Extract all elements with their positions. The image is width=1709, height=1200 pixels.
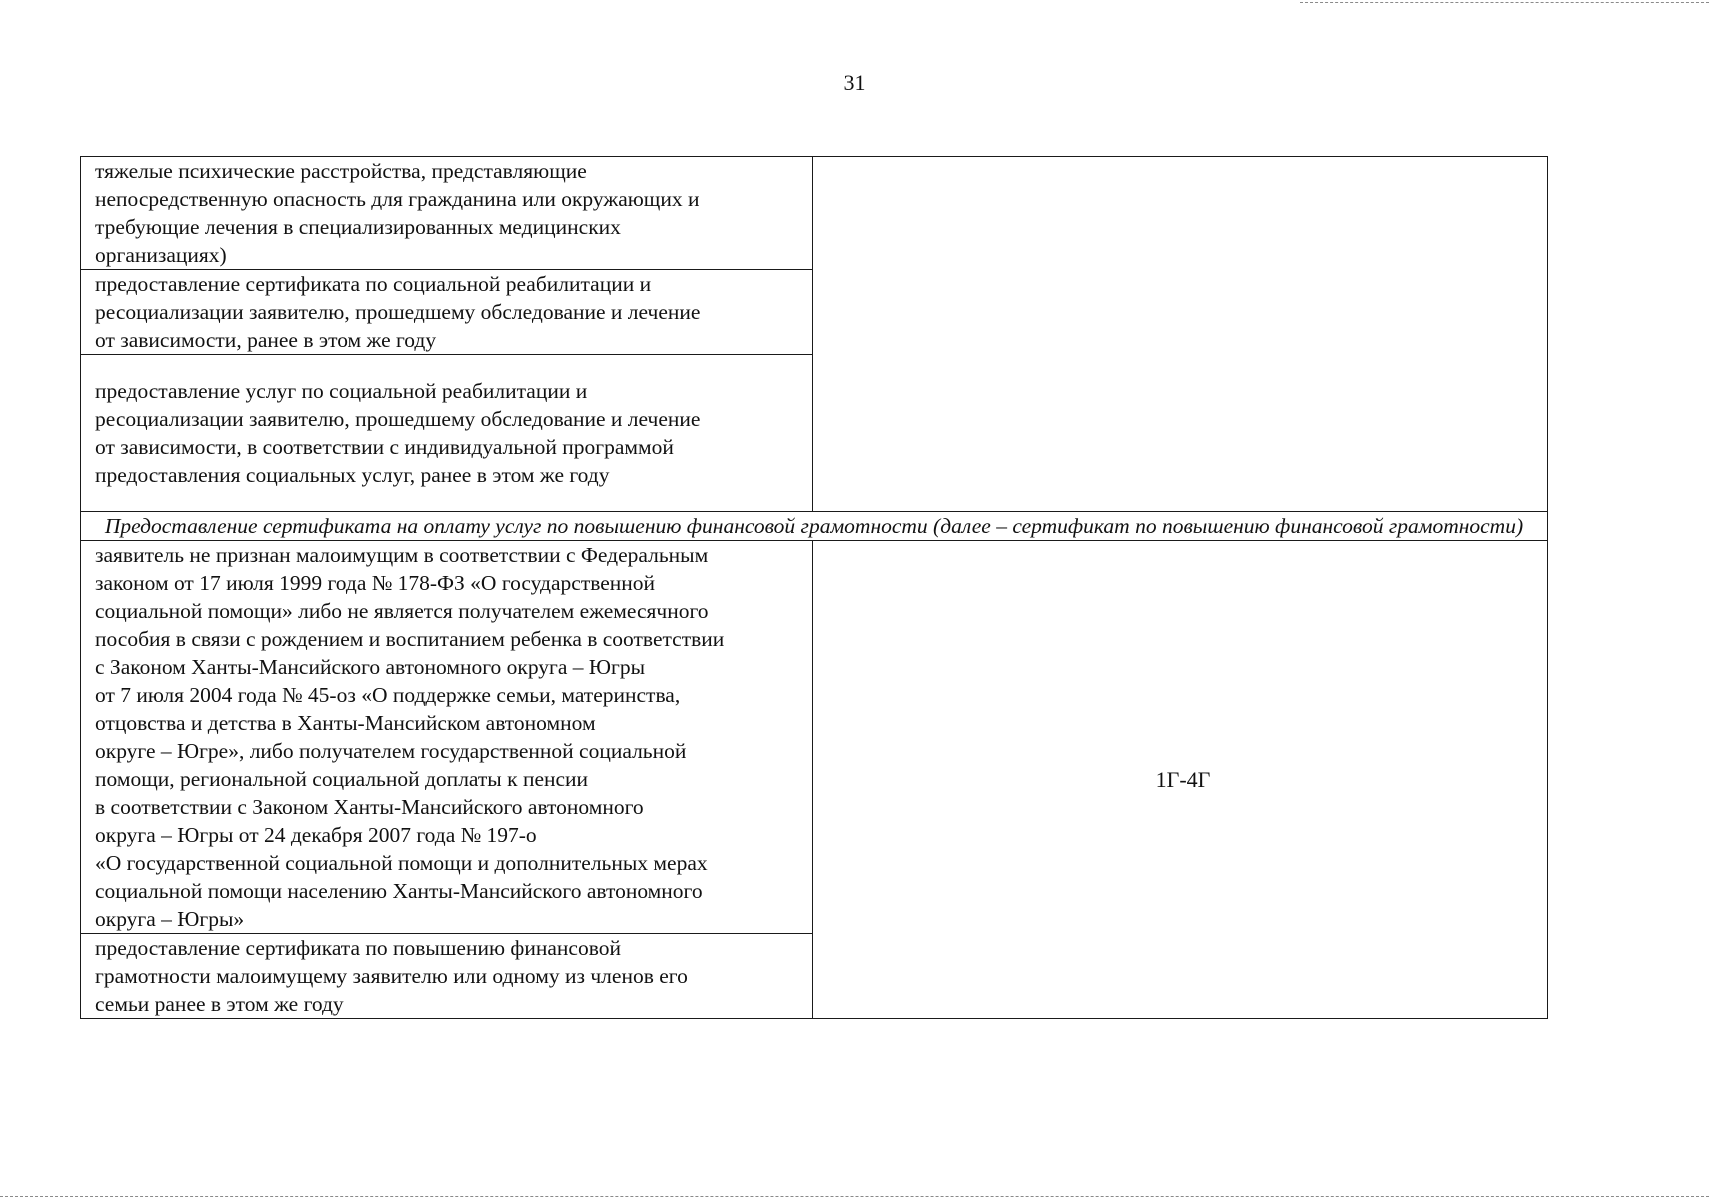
table-cell-criterion: [81, 270, 813, 355]
code-cell: [813, 541, 1548, 1019]
table-row: [81, 541, 1548, 934]
table-cell-criterion: [81, 934, 813, 1019]
table-row: [81, 157, 1548, 270]
criteria-table: [80, 156, 1548, 1019]
code-value: 1Г-4Г: [1155, 766, 1211, 792]
criterion-text: предоставление услуг по социальной реабилитации и ресоциализации заявителю, прошедшему обследование и лечение от зависимости, в соответствии с индивидуальной программой предоставления социальных услуг, ранее в этом же году: [95, 379, 701, 487]
criterion-text: предоставление сертификата по повышению финансовой грамотности малоимущему заявителю или одному из членов его семьи ранее в этом же году: [95, 936, 688, 1016]
section-heading: Предоставление сертификата на оплату услуг по повышению финансовой грамотности (далее – сертификат по повышению финансовой грамотности): [81, 512, 1548, 541]
table-cell-code-empty: [813, 157, 1548, 512]
criterion-text: тяжелые психические расстройства, представляющие непосредственную опасность для гражданина или окружающих и требующие лечения в специализированных медицинских организациях): [95, 159, 700, 267]
table-cell-criterion: [81, 541, 813, 934]
criterion-text: предоставление сертификата по социальной реабилитации и ресоциализации заявителю, прошедшему обследование и лечение от зависимости, ранее в этом же году: [95, 272, 701, 352]
scan-edge-rule-bottom: [0, 1196, 1709, 1197]
table-row-section-heading: [81, 512, 1548, 541]
scan-edge-rule-top: [1300, 2, 1709, 3]
criterion-text: заявитель не признан малоимущим в соответствии с Федеральным законом от 17 июля 1999 года № 178-ФЗ «О государственной социальной помощи» либо не является получателем ежемесячного пособия в связи с рождением и воспитанием ребенка в соответствии с Законом Ханты-Мансийского автономного округа – Югры от 7 июля 2004 года № 45-оз «О поддержке семьи, материнства, отцовства и детства в Ханты-Мансийском автономном округе – Югре», либо получателем государственной социальной помощи, региональной социальной доплаты к пенсии в соответствии с Законом Ханты-Мансийского автономного округа – Югры от 24 декабря 2007 года № 197-о «О государственной социальной помощи и дополнительных мерах социальной помощи населению Ханты-Мансийского автономного округа – Югры»: [95, 543, 725, 931]
table-cell-criterion: [81, 355, 813, 512]
table-cell-criterion: [81, 157, 813, 270]
page-number: 31: [843, 70, 866, 95]
